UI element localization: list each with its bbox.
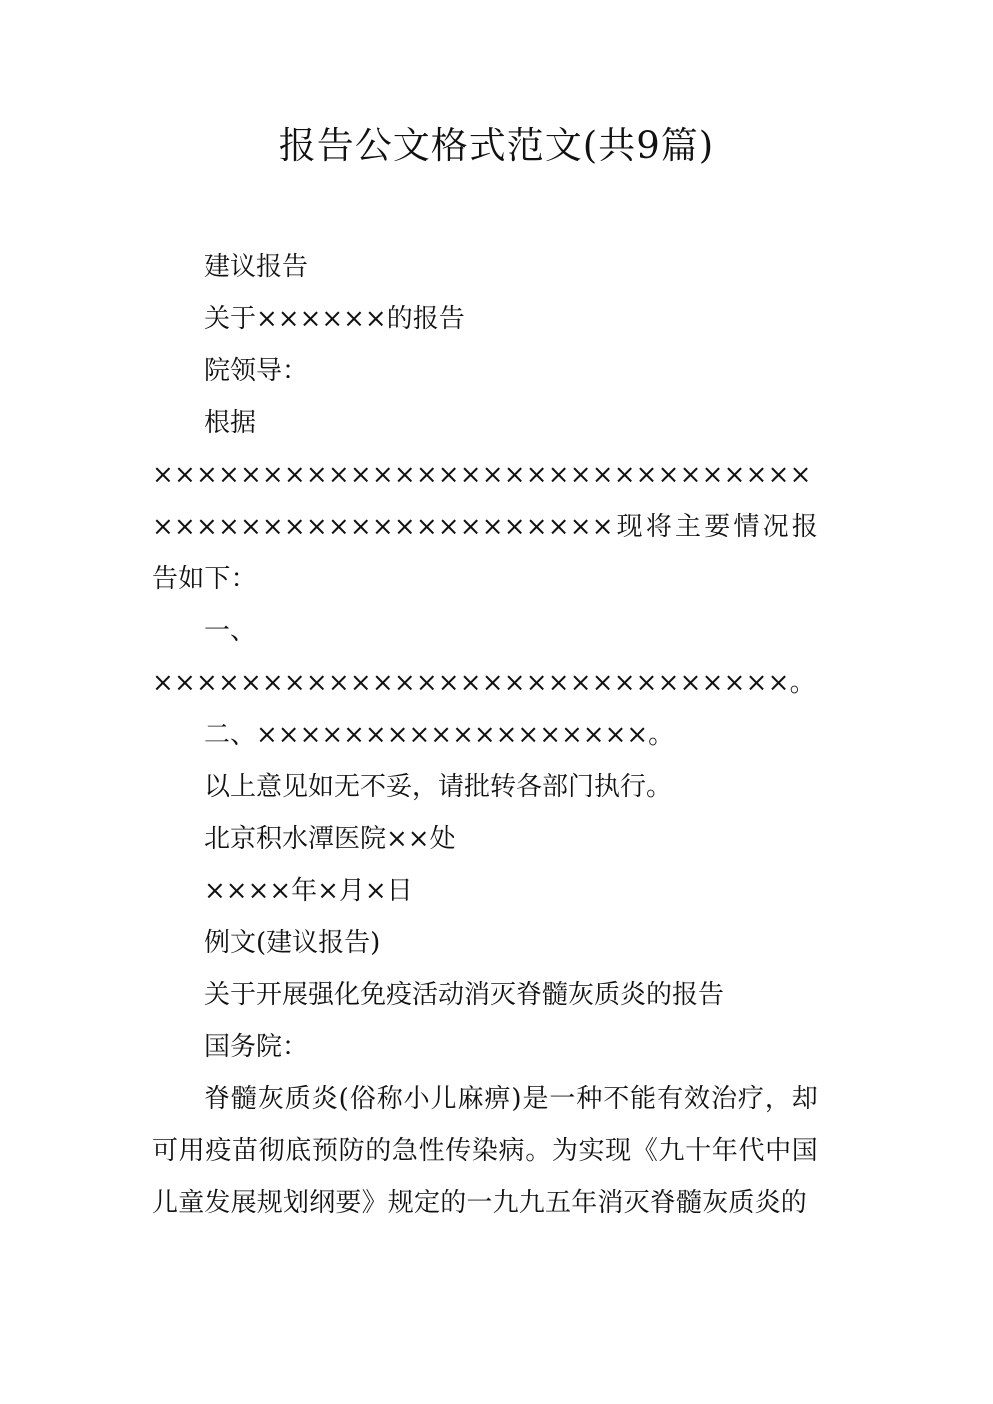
paragraph: 二、××××××××××××××××××。	[204, 720, 675, 750]
paragraph: ×××××××××××××××××××××××××××××××××××××××××××××××××××现将主要情况报告如下：	[152, 460, 818, 594]
paragraph: 院领导：	[204, 356, 309, 386]
paragraph: 建议报告	[204, 252, 309, 282]
paragraph: 以上意见如无不妥，请批转各部门执行。	[204, 772, 673, 802]
document-title: 报告公文格式范文(共9篇)	[278, 124, 715, 167]
paragraph: 根据	[204, 408, 257, 438]
paragraph: 一、	[204, 616, 257, 646]
paragraph: 例文(建议报告)	[204, 928, 381, 958]
paragraph: 关于开展强化免疫活动消灭脊髓灰质炎的报告	[204, 980, 725, 1010]
paragraph: 脊髓灰质炎(俗称小儿麻痹)是一种不能有效治疗，却可用疫苗彻底预防的急性传染病。为实现《九十年代中国儿童发展规划纲要》规定的一九九五年消灭脊髓灰质炎的	[152, 1084, 818, 1218]
paragraph: 北京积水潭医院××处	[204, 824, 456, 854]
paragraph: 关于××××××的报告	[204, 304, 465, 334]
paragraph: ×××××××××××××××××××××××××××××。	[152, 668, 816, 698]
paragraph: 国务院：	[204, 1032, 309, 1062]
paragraph: ××××年×月×日	[204, 876, 413, 906]
document-body	[152, 241, 818, 1229]
